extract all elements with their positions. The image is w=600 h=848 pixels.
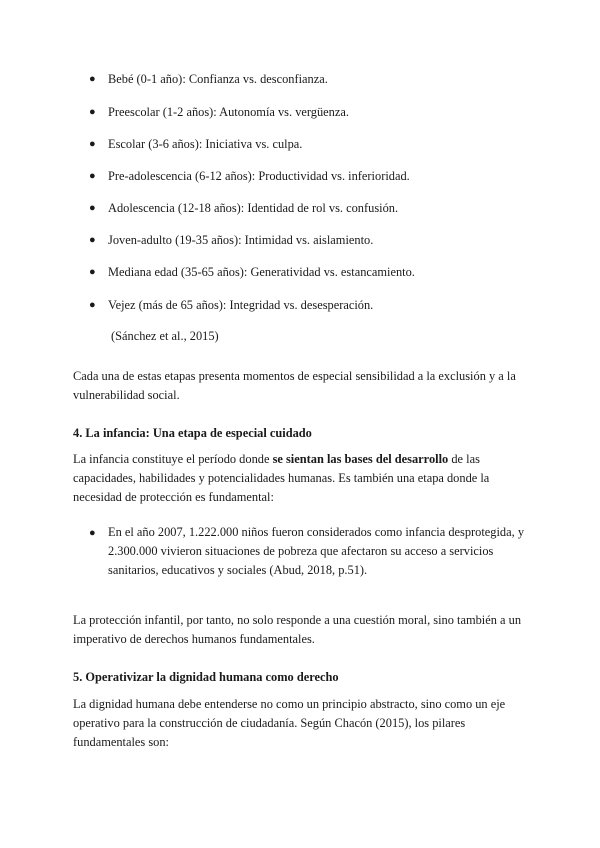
stage-text: Vejez (más de 65 años): Integridad vs. desesperación. xyxy=(108,298,374,312)
paragraph-protection: La protección infantil, por tanto, no solo responde a una cuestión moral, sino también a un imperativo de derechos humanos fundamentales. xyxy=(73,613,522,646)
bullet-icon: ● xyxy=(89,527,96,539)
stage-text: Preescolar (1-2 años): Autonomía vs. vergüenza. xyxy=(108,105,349,119)
stage-text: Adolescencia (12-18 años): Identidad de rol vs. confusión. xyxy=(108,201,399,215)
bullet-icon: ● xyxy=(89,202,96,214)
statistic-text: En el año 2007, 1.222.000 niños fueron considerados como infancia desprotegida, y 2.300.000 vivieron situaciones de pobreza que afectaron su acceso a servicios sanitarios, educativos y sociales (Abud, 2018, p.51). xyxy=(108,525,525,577)
section-4-heading: 4. La infancia: Una etapa de especial cuidado xyxy=(73,426,312,440)
bullet-icon: ● xyxy=(89,234,96,246)
bullet-icon: ● xyxy=(89,138,96,150)
citation: (Sánchez et al., 2015) xyxy=(111,329,219,343)
emphasis-text: se sientan las bases del desarrollo xyxy=(272,452,449,466)
paragraph-infancy xyxy=(73,450,533,507)
stage-text: Bebé (0-1 año): Confianza vs. desconfianza. xyxy=(108,72,328,86)
bullet-icon: ● xyxy=(89,266,96,278)
paragraph-stages: Cada una de estas etapas presenta momentos de especial sensibilidad a la exclusión y a la vulnerabilidad social. xyxy=(73,369,516,402)
stage-text: Mediana edad (35-65 años): Generatividad vs. estancamiento. xyxy=(108,265,415,279)
paragraph-text: de las capacidades, habilidades y potencialidades humanas. Es también una etapa donde la necesidad de protección es fundamental: xyxy=(73,452,490,504)
section-5-heading: 5. Operativizar la dignidad humana como derecho xyxy=(73,670,339,684)
stage-text: Pre-adolescencia (6-12 años): Productividad vs. inferioridad. xyxy=(108,169,410,183)
bullet-icon: ● xyxy=(89,299,96,311)
stage-text: Escolar (3-6 años): Iniciativa vs. culpa. xyxy=(108,137,303,151)
bullet-icon: ● xyxy=(89,106,96,118)
paragraph-text: La infancia constituye el período donde xyxy=(73,452,273,466)
paragraph-dignity: La dignidad humana debe entenderse no como un principio abstracto, sino como un eje operativo para la construcción de ciudadanía. Según Chacón (2015), los pilares fundamentales son: xyxy=(73,697,506,749)
bullet-icon: ● xyxy=(89,170,96,182)
bullet-icon: ● xyxy=(89,73,96,85)
stage-text: Joven-adulto (19-35 años): Intimidad vs. aislamiento. xyxy=(108,233,374,247)
list-item xyxy=(91,523,541,580)
